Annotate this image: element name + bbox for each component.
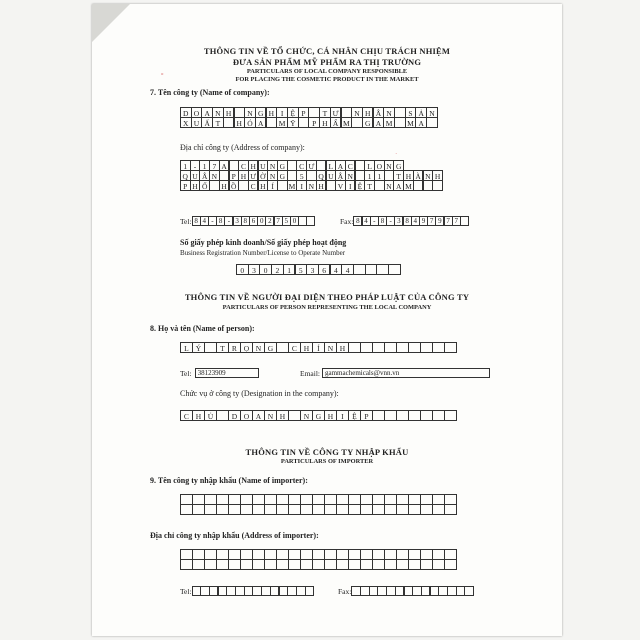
grid-cell xyxy=(365,264,378,275)
grid-cell: H xyxy=(324,410,337,421)
grid-cell xyxy=(384,559,397,570)
grid-cell: Ư xyxy=(248,170,259,181)
grid-cell: N xyxy=(306,180,317,191)
grid-cell: H xyxy=(276,410,289,421)
grid-cell: A xyxy=(393,180,404,191)
grid-cell xyxy=(460,216,469,226)
company-tel-grid xyxy=(192,216,315,226)
company-address-grid xyxy=(180,160,442,191)
grid-cell: O xyxy=(240,410,253,421)
rep-email-row xyxy=(300,368,490,378)
grid-cell: C xyxy=(288,342,301,353)
grid-cell: Q xyxy=(180,170,191,181)
grid-cell: Ệ xyxy=(348,410,361,421)
grid-cell xyxy=(204,559,217,570)
grid-cell: H xyxy=(190,180,201,191)
grid-cell xyxy=(348,342,361,353)
grid-row xyxy=(180,118,437,128)
grid-cell xyxy=(388,264,401,275)
grid-cell: Ệ xyxy=(287,107,299,118)
grid-cell: Ạ xyxy=(335,160,346,171)
grid-cell: H xyxy=(336,342,349,353)
grid-cell: 8 xyxy=(378,216,387,226)
grid-cell: Â xyxy=(199,170,210,181)
grid-cell: 8 xyxy=(216,216,225,226)
grid-cell: G xyxy=(255,107,267,118)
rep-heading-en: PARTICULARS OF PERSON REPRESENTING THE LOCAL COMPANY xyxy=(222,304,432,311)
grid-cell: A xyxy=(219,160,230,171)
grid-cell xyxy=(408,559,421,570)
grid-cell: 2 xyxy=(265,216,274,226)
grid-cell: I xyxy=(276,107,288,118)
grid-cell xyxy=(348,504,361,515)
grid-cell: N xyxy=(324,342,337,353)
grid-cell: 4 xyxy=(362,216,371,226)
grid-cell xyxy=(444,410,457,421)
grid-cell xyxy=(396,410,409,421)
grid-cell xyxy=(204,342,217,353)
grid-cell: N xyxy=(423,170,434,181)
grid-cell: A xyxy=(255,117,267,128)
grid-cell xyxy=(384,504,397,515)
grid-cell xyxy=(324,559,337,570)
rep-tel-label: Tel: xyxy=(180,368,192,378)
grid-cell xyxy=(348,559,361,570)
grid-cell: - xyxy=(386,216,395,226)
grid-cell: 3 xyxy=(233,216,242,226)
grid-cell: U xyxy=(258,160,269,171)
grid-cell: U xyxy=(326,170,337,181)
grid-cell xyxy=(432,410,445,421)
grid-cell: T xyxy=(393,170,404,181)
header-line-3: PARTICULARS OF LOCAL COMPANY RESPONSIBLE xyxy=(246,68,408,75)
grid-cell: H xyxy=(234,117,246,128)
importer-fax-grid xyxy=(351,586,473,596)
grid-cell: Ờ xyxy=(258,170,269,181)
grid-cell: 5 xyxy=(295,264,308,275)
company-fax-grid xyxy=(353,216,468,226)
grid-cell xyxy=(426,117,438,128)
grid-cell: 8 xyxy=(241,216,250,226)
designation-grid xyxy=(180,410,456,421)
grid-cell xyxy=(444,342,457,353)
importer-tel-grid xyxy=(192,586,314,596)
grid-cell: 1 xyxy=(283,264,296,275)
grid-cell: P xyxy=(298,107,310,118)
company-name-grid xyxy=(180,107,437,128)
grid-cell xyxy=(228,504,241,515)
grid-cell: R xyxy=(228,342,241,353)
grid-cell: N xyxy=(209,170,220,181)
grid-cell xyxy=(240,504,253,515)
grid-cell xyxy=(372,410,385,421)
grid-cell: 3 xyxy=(306,264,319,275)
grid-cell: 1 xyxy=(364,170,375,181)
grid-cell: - xyxy=(190,160,201,171)
grid-cell: 8 xyxy=(353,216,362,226)
importer-name-label: 9. Tên công ty nhập khẩu (Name of importer): xyxy=(150,476,308,485)
company-tel-row xyxy=(180,216,315,226)
page-edge-shadow xyxy=(540,240,562,340)
grid-cell xyxy=(432,342,445,353)
grid-cell xyxy=(372,504,385,515)
grid-cell xyxy=(464,586,474,596)
grid-cell xyxy=(276,342,289,353)
grid-cell xyxy=(420,410,433,421)
grid-cell xyxy=(353,264,366,275)
grid-row xyxy=(180,505,456,515)
grid-cell: N xyxy=(267,170,278,181)
importer-address-grid xyxy=(180,549,456,570)
grid-cell: Ấ xyxy=(201,117,213,128)
grid-cell: I xyxy=(336,410,349,421)
stamp-mark-right: · xyxy=(395,150,398,158)
grid-cell: Ệ xyxy=(355,180,366,191)
grid-cell: N xyxy=(244,107,256,118)
grid-cell: G xyxy=(362,117,374,128)
grid-cell: 7 xyxy=(427,216,436,226)
grid-cell: P xyxy=(360,410,373,421)
grid-cell xyxy=(396,342,409,353)
grid-cell: V xyxy=(335,180,346,191)
grid-cell xyxy=(264,559,277,570)
importer-fax-label: Fax: xyxy=(338,586,352,596)
grid-cell: 9 xyxy=(435,216,444,226)
grid-cell: H xyxy=(316,180,327,191)
grid-cell: O xyxy=(374,160,385,171)
grid-cell: T xyxy=(216,342,229,353)
rep-name-grid xyxy=(180,342,456,353)
grid-cell xyxy=(300,504,313,515)
grid-cell: Ẩ xyxy=(330,117,342,128)
rep-tel-value: 38123909 xyxy=(195,368,259,378)
grid-cell: Ó xyxy=(244,117,256,128)
grid-cell: L xyxy=(364,160,375,171)
grid-cell: T xyxy=(212,117,224,128)
grid-cell: 0 xyxy=(290,216,299,226)
grid-cell: A xyxy=(373,117,385,128)
grid-cell: Ý xyxy=(192,342,205,353)
grid-cell: H xyxy=(192,410,205,421)
importer-tel-label: Tel: xyxy=(180,586,192,596)
grid-cell xyxy=(288,559,301,570)
company-fax-label: Fax: xyxy=(340,216,354,226)
grid-cell: N xyxy=(384,160,395,171)
grid-cell: H xyxy=(248,160,259,171)
grid-cell: 3 xyxy=(248,264,261,275)
grid-cell: 8 xyxy=(192,216,201,226)
grid-cell: C xyxy=(180,410,193,421)
grid-cell xyxy=(408,342,421,353)
grid-cell: Ủ xyxy=(204,410,217,421)
grid-cell: Ọ xyxy=(240,342,253,353)
grid-cell xyxy=(432,559,445,570)
grid-cell: D xyxy=(228,410,241,421)
grid-cell: 7 xyxy=(274,216,283,226)
importer-name-grid xyxy=(180,494,456,515)
grid-cell: O xyxy=(191,107,203,118)
grid-cell: H xyxy=(403,170,414,181)
grid-cell: 4 xyxy=(411,216,420,226)
grid-cell: H xyxy=(238,170,249,181)
grid-cell xyxy=(288,504,301,515)
stamp-mark-left: ∘ xyxy=(160,70,165,78)
grid-cell xyxy=(252,559,265,570)
grid-cell: X xyxy=(180,117,192,128)
grid-cell xyxy=(306,216,315,226)
designation-label: Chức vụ ở công ty (Designation in the company): xyxy=(180,389,339,398)
grid-cell: U xyxy=(191,117,203,128)
grid-cell xyxy=(312,559,325,570)
grid-cell: M xyxy=(341,117,353,128)
grid-cell xyxy=(432,504,445,515)
grid-cell: - xyxy=(370,216,379,226)
grid-cell: L xyxy=(326,160,337,171)
grid-cell: H xyxy=(266,107,278,118)
grid-cell: A xyxy=(252,410,265,421)
grid-cell: 7 xyxy=(209,160,220,171)
grid-cell xyxy=(360,559,373,570)
grid-cell: 0 xyxy=(236,264,249,275)
grid-cell: N xyxy=(384,180,395,191)
grid-cell xyxy=(192,559,205,570)
grid-cell xyxy=(376,264,389,275)
document-page xyxy=(92,4,562,636)
grid-cell xyxy=(240,559,253,570)
grid-cell xyxy=(180,559,193,570)
grid-cell: H xyxy=(362,107,374,118)
header-line-2: ĐƯA SẢN PHẨM MỸ PHẨM RA THỊ TRƯỜNG xyxy=(232,57,422,67)
grid-cell xyxy=(216,559,229,570)
grid-cell xyxy=(396,559,409,570)
grid-cell: 1 xyxy=(374,170,385,181)
grid-cell xyxy=(432,180,443,191)
grid-cell: 6 xyxy=(249,216,258,226)
grid-cell xyxy=(408,410,421,421)
grid-cell: Í xyxy=(267,180,278,191)
grid-cell: A xyxy=(201,107,213,118)
grid-cell: Ố xyxy=(199,180,210,191)
company-tel-label: Tel: xyxy=(180,216,192,226)
grid-cell: C xyxy=(248,180,259,191)
grid-cell xyxy=(204,504,217,515)
grid-cell: N xyxy=(300,410,313,421)
importer-heading-vi: THÔNG TIN VỀ CÔNG TY NHẬP KHẨU xyxy=(245,447,409,457)
grid-cell xyxy=(264,504,277,515)
grid-cell: A xyxy=(415,117,427,128)
grid-cell xyxy=(420,504,433,515)
grid-cell: 7 xyxy=(444,216,453,226)
license-label-en: Business Registration Number/License to Operate Number xyxy=(180,249,346,257)
grid-cell xyxy=(276,559,289,570)
grid-cell: Q xyxy=(316,170,327,181)
grid-cell xyxy=(384,342,397,353)
grid-cell xyxy=(192,504,205,515)
grid-cell xyxy=(360,342,373,353)
grid-cell: C xyxy=(296,160,307,171)
grid-cell xyxy=(384,410,397,421)
grid-cell xyxy=(360,504,373,515)
grid-cell: T xyxy=(319,107,331,118)
grid-cell: 4 xyxy=(330,264,343,275)
license-grid xyxy=(236,264,400,275)
grid-cell: 7 xyxy=(452,216,461,226)
grid-cell: N xyxy=(252,342,265,353)
grid-cell: H xyxy=(432,170,443,181)
grid-cell: 1 xyxy=(199,160,210,171)
grid-cell: D xyxy=(180,107,192,118)
grid-cell: N xyxy=(426,107,438,118)
grid-cell: 4 xyxy=(341,264,354,275)
grid-cell xyxy=(288,410,301,421)
grid-cell xyxy=(372,559,385,570)
grid-cell: 0 xyxy=(259,264,272,275)
grid-cell: C xyxy=(345,160,356,171)
company-fax-row xyxy=(340,216,468,226)
company-name-label: 7. Tên công ty (Name of company): xyxy=(150,88,270,97)
grid-cell: 3 xyxy=(394,216,403,226)
rep-heading-vi: THÔNG TIN VỀ NGƯỜI ĐẠI DIỆN THEO PHÁP LUẬT CỦA CÔNG TY xyxy=(184,292,470,302)
grid-cell: N xyxy=(383,107,395,118)
license-label-vi: Số giấy phép kinh doanh/Số giấy phép hoạt động xyxy=(180,238,347,247)
grid-cell: N xyxy=(345,170,356,181)
grid-cell: À xyxy=(413,170,424,181)
grid-cell xyxy=(312,504,325,515)
grid-cell: H xyxy=(300,342,313,353)
grid-cell: 5 xyxy=(282,216,291,226)
grid-cell: Ậ xyxy=(335,170,346,181)
grid-cell: H xyxy=(219,180,230,191)
grid-cell: N xyxy=(267,160,278,171)
folded-corner xyxy=(92,4,130,42)
company-address-label: Địa chỉ công ty (Address of company): xyxy=(180,143,305,152)
grid-cell: G xyxy=(393,160,404,171)
importer-fax-row xyxy=(338,586,473,596)
grid-cell: H xyxy=(258,180,269,191)
grid-cell: Ả xyxy=(415,107,427,118)
grid-row xyxy=(180,181,442,191)
grid-cell: C xyxy=(238,160,249,171)
grid-cell: G xyxy=(277,170,288,181)
grid-cell xyxy=(324,504,337,515)
grid-cell: Ồ xyxy=(229,180,240,191)
grid-cell xyxy=(396,504,409,515)
grid-cell: 5 xyxy=(296,170,307,181)
grid-cell: P xyxy=(308,117,320,128)
grid-cell: I xyxy=(296,180,307,191)
grid-cell: M xyxy=(276,117,288,128)
grid-cell xyxy=(420,342,433,353)
grid-cell: - xyxy=(224,216,233,226)
grid-cell: 8 xyxy=(403,216,412,226)
rep-tel-row xyxy=(180,368,259,378)
grid-cell: H xyxy=(223,107,235,118)
grid-cell: M xyxy=(383,117,395,128)
grid-cell: M xyxy=(405,182,412,192)
header-line-4: FOR PLACING THE COSMETIC PRODUCT IN THE MARKET xyxy=(235,76,419,83)
grid-cell: 2 xyxy=(271,264,284,275)
grid-cell xyxy=(420,559,433,570)
grid-cell: 9 xyxy=(419,216,428,226)
grid-cell xyxy=(372,342,385,353)
grid-cell xyxy=(276,504,289,515)
importer-heading-en: PARTICULARS OF IMPORTER xyxy=(280,458,374,465)
grid-cell: L xyxy=(180,342,193,353)
grid-cell: G xyxy=(277,160,288,171)
grid-cell: M xyxy=(288,182,296,192)
grid-cell xyxy=(216,504,229,515)
grid-cell: P xyxy=(229,170,240,181)
rep-email-label: Email: xyxy=(300,368,320,378)
grid-cell: U xyxy=(190,170,201,181)
grid-cell: - xyxy=(208,216,217,226)
grid-cell xyxy=(408,504,421,515)
grid-cell xyxy=(336,559,349,570)
grid-cell: P xyxy=(180,180,191,191)
grid-cell: 6 xyxy=(318,264,331,275)
grid-cell: Ư xyxy=(330,107,342,118)
grid-cell: T xyxy=(364,180,375,191)
header-line-1: THÔNG TIN VỀ TỔ CHỨC, CÁ NHÂN CHỊU TRÁCH NHIỆM xyxy=(203,46,451,56)
grid-cell: 0 xyxy=(257,216,266,226)
grid-cell: N xyxy=(212,107,224,118)
grid-cell xyxy=(336,504,349,515)
grid-cell: S xyxy=(405,107,417,118)
grid-cell xyxy=(228,559,241,570)
grid-cell xyxy=(444,504,457,515)
grid-cell: I xyxy=(345,180,356,191)
rep-name-label: 8. Họ và tên (Name of person): xyxy=(150,324,255,333)
grid-cell xyxy=(444,559,457,570)
grid-cell: Ỹ xyxy=(287,117,299,128)
grid-cell: Â xyxy=(373,107,385,118)
grid-cell: 4 xyxy=(200,216,209,226)
grid-cell xyxy=(216,410,229,421)
grid-cell: N xyxy=(351,107,363,118)
grid-cell: H xyxy=(319,117,331,128)
grid-cell xyxy=(300,559,313,570)
grid-cell: 1 xyxy=(180,160,191,171)
grid-cell xyxy=(180,504,193,515)
grid-cell xyxy=(252,504,265,515)
importer-tel-row xyxy=(180,586,313,596)
grid-cell: Ư xyxy=(306,160,317,171)
grid-cell: Í xyxy=(312,342,325,353)
grid-cell: N xyxy=(264,410,277,421)
grid-cell: G xyxy=(312,410,325,421)
grid-cell: G xyxy=(264,342,277,353)
grid-cell xyxy=(305,586,315,596)
grid-cell: M xyxy=(405,117,417,128)
rep-email-value: gammachemicals@vnn.vn xyxy=(322,368,490,378)
importer-address-label: Địa chỉ công ty nhập khẩu (Address of importer): xyxy=(150,531,319,540)
grid-row xyxy=(180,560,456,570)
